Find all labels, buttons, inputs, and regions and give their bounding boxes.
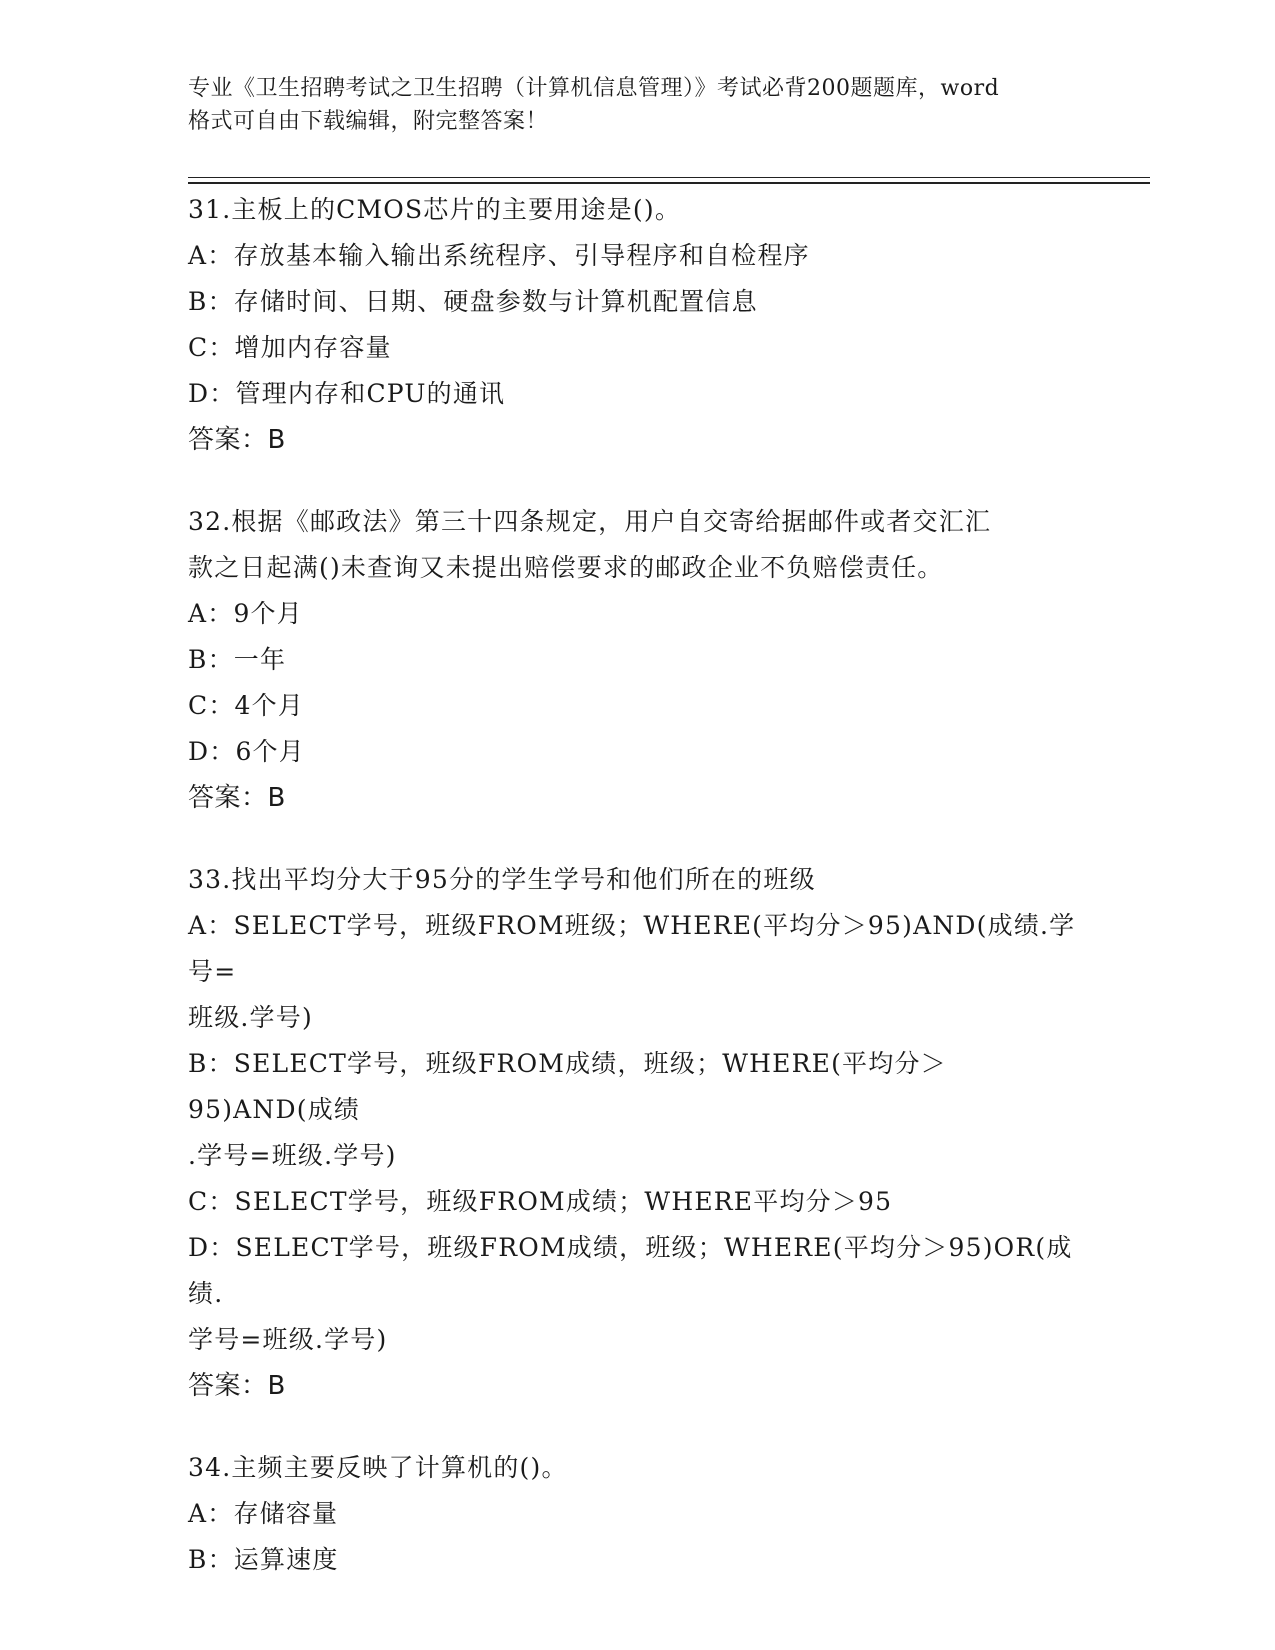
answer-option: D：6个月 [188, 737, 305, 766]
answer-option: A：存放基本输入输出系统程序、引导程序和自检程序 [188, 241, 810, 270]
header-line-1: 专业《卫生招聘考试之卫生招聘（计算机信息管理）》考试必背200题题库，word [188, 76, 1000, 101]
answer-option: D：SELECT学号，班级FROM成绩，班级；WHERE(平均分＞95)OR(成绩. [188, 1233, 1073, 1308]
header-line-2: 格式可自由下载编辑，附完整答案！ [188, 109, 549, 134]
answer-key: 答案：B [188, 425, 286, 455]
answer-option: 学号=班级.学号) [188, 1325, 388, 1354]
answer-option: .学号=班级.学号) [188, 1141, 397, 1170]
answer-option: C：增加内存容量 [188, 333, 392, 362]
header-rule-thick [188, 182, 1150, 184]
question-block [188, 499, 1088, 821]
answer-option: B：SELECT学号，班级FROM成绩，班级；WHERE(平均分＞95)AND(成绩 [188, 1049, 947, 1124]
question-block [188, 187, 1088, 463]
answer-option: B：存储时间、日期、硬盘参数与计算机配置信息 [188, 287, 758, 316]
document-header [188, 72, 1088, 138]
answer-option: C：SELECT学号，班级FROM成绩；WHERE平均分＞95 [188, 1187, 893, 1216]
answer-option: A：存储容量 [188, 1499, 339, 1528]
question-stem: 33.找出平均分大于95分的学生学号和他们所在的班级 [188, 865, 816, 894]
question-block [188, 1445, 1088, 1583]
answer-key: 答案：B [188, 783, 286, 813]
question-stem: 31.主板上的CMOS芯片的主要用途是()。 [188, 195, 682, 224]
header-rule-thin [188, 177, 1150, 178]
answer-option: A：SELECT学号，班级FROM班级；WHERE(平均分＞95)AND(成绩.学号= [188, 911, 1076, 986]
answer-option: B：一年 [188, 645, 287, 674]
answer-option: B：运算速度 [188, 1545, 339, 1574]
answer-key: 答案：B [188, 1371, 286, 1401]
answer-option: A：9个月 [188, 599, 303, 628]
question-stem: 款之日起满()未查询又未提出赔偿要求的邮政企业不负赔偿责任。 [188, 553, 944, 582]
answer-option: 班级.学号) [188, 1003, 313, 1032]
question-list [188, 187, 1088, 1619]
answer-option: D：管理内存和CPU的通讯 [188, 379, 506, 408]
question-stem: 34.主频主要反映了计算机的()。 [188, 1453, 568, 1482]
question-block [188, 857, 1088, 1409]
answer-option: C：4个月 [188, 691, 305, 720]
question-stem: 32.根据《邮政法》第三十四条规定，用户自交寄给据邮件或者交汇汇 [188, 507, 992, 536]
